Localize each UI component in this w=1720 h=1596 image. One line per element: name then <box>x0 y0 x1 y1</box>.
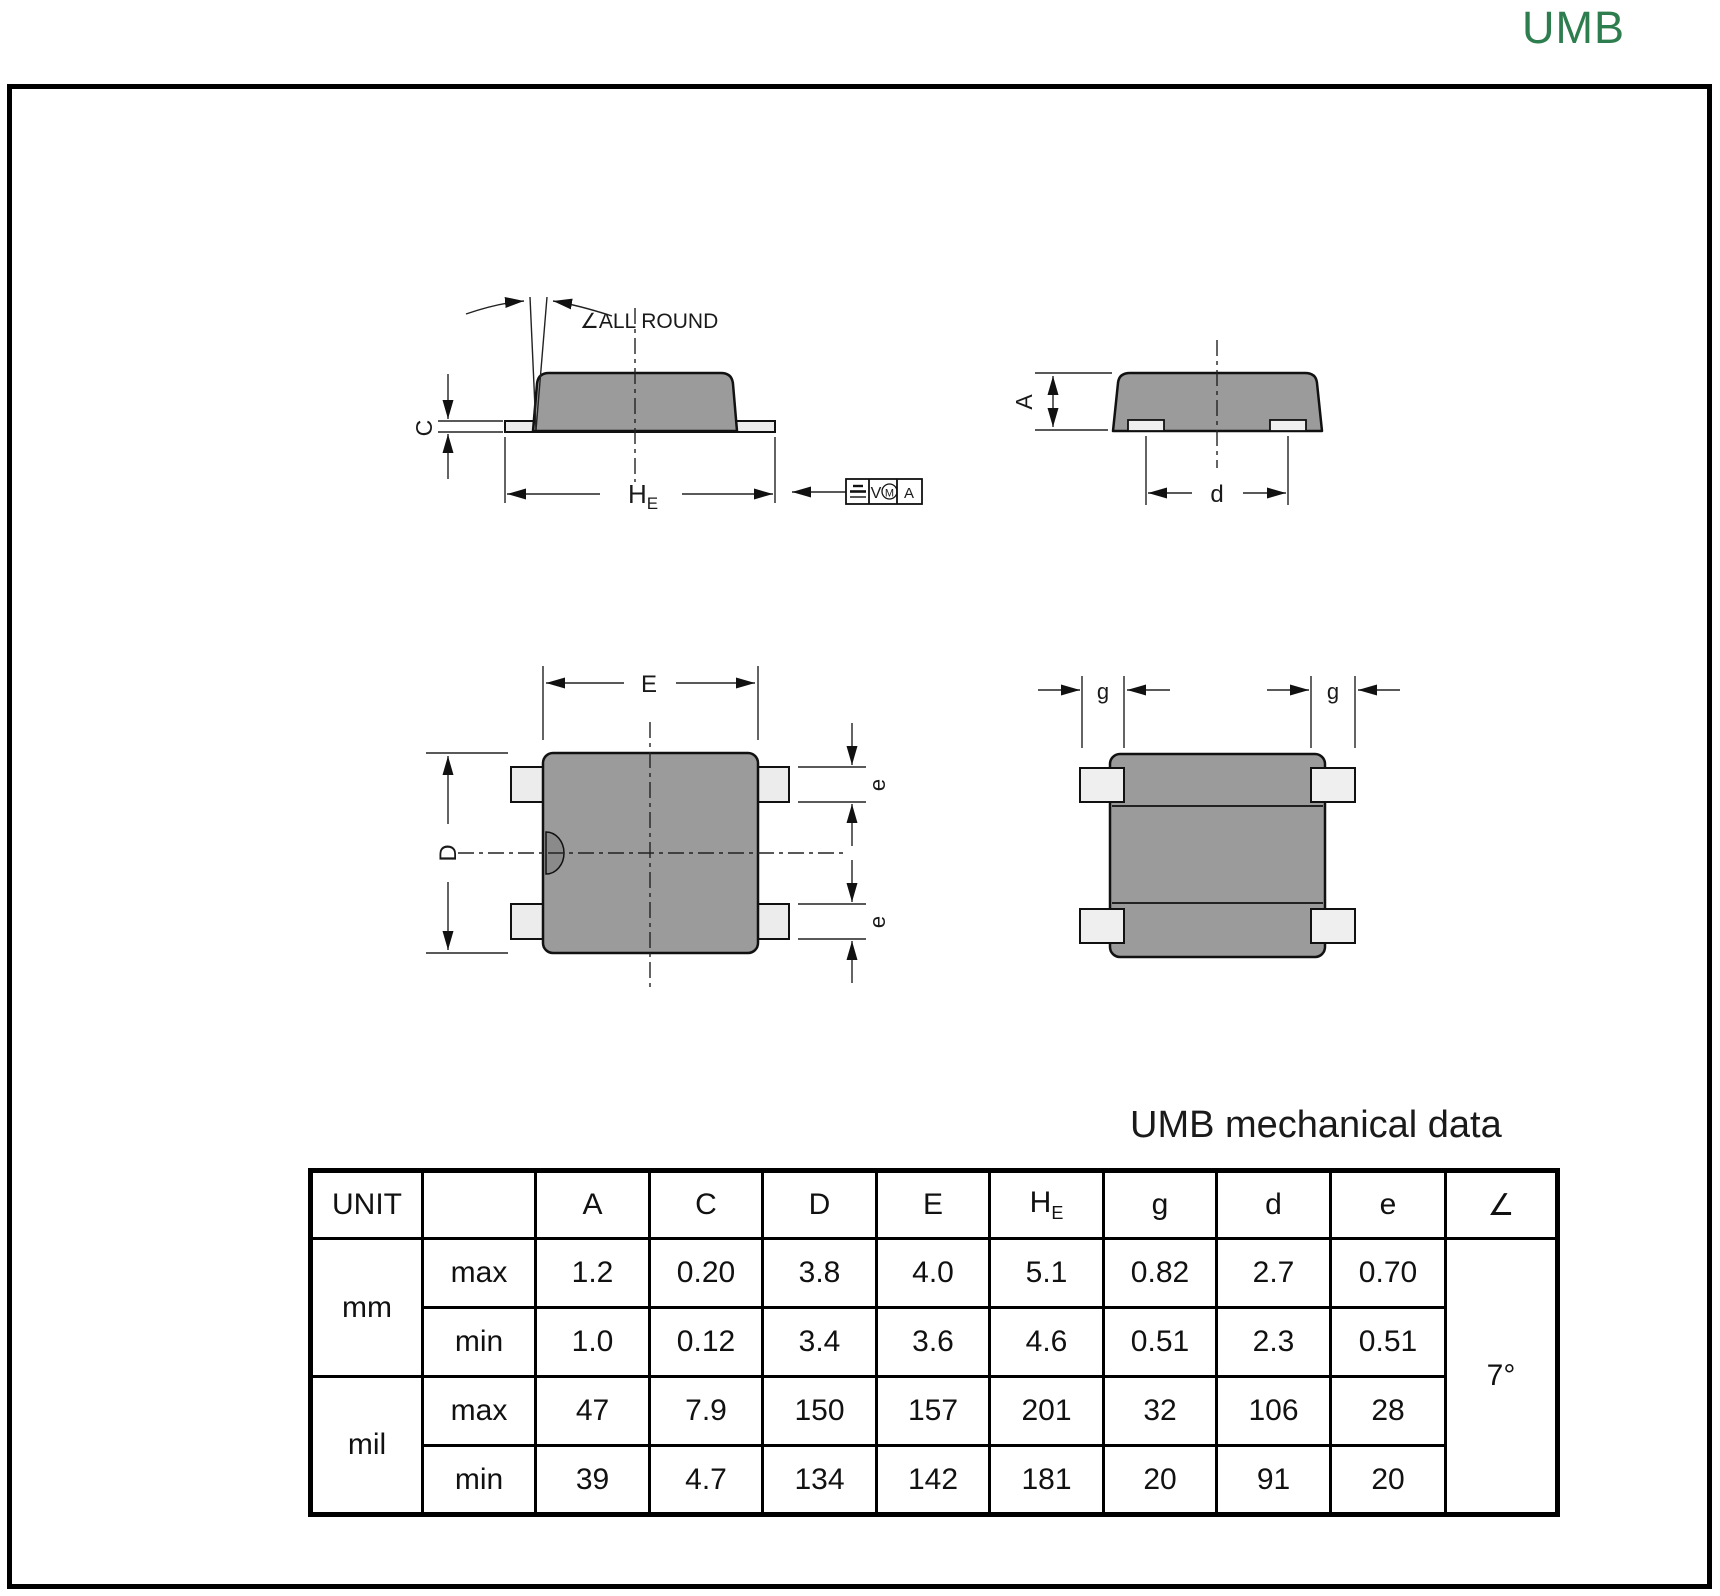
table-row <box>311 1446 1558 1515</box>
header-angle: ∠ <box>1446 1171 1558 1239</box>
header-blank <box>423 1171 536 1239</box>
terminal-pad <box>1311 768 1355 802</box>
cell-mm-max-d: 3.8 <box>763 1239 877 1308</box>
cell-mm-min-c: 0.12 <box>650 1308 763 1377</box>
cell-mil-max-el: 28 <box>1331 1377 1446 1446</box>
limit-max: max <box>423 1377 536 1446</box>
cell-mil-max-a: 47 <box>536 1377 650 1446</box>
cell-mil-min-d: 134 <box>763 1446 877 1515</box>
cell-mil-min-he: 181 <box>990 1446 1104 1515</box>
terminal-pad <box>1128 420 1164 431</box>
dim-e-width-label: E <box>640 671 658 698</box>
terminal-pad <box>1080 768 1124 802</box>
cell-mil-max-e: 157 <box>877 1377 990 1446</box>
cell-mil-max-g: 32 <box>1104 1377 1217 1446</box>
side-view-drawing <box>411 297 922 513</box>
dim-e-lead-bottom-label: e <box>865 915 890 929</box>
header-c: C <box>650 1171 763 1239</box>
terminal-pad <box>1270 420 1306 431</box>
cell-mm-max-dl: 2.7 <box>1217 1239 1331 1308</box>
cell-mil-min-c: 4.7 <box>650 1446 763 1515</box>
cell-mm-min-a: 1.0 <box>536 1308 650 1377</box>
table-row <box>311 1308 1558 1377</box>
dim-a-label: A <box>1011 394 1037 410</box>
terminal-pad <box>1080 909 1124 943</box>
cell-mm-min-d: 3.4 <box>763 1308 877 1377</box>
header-d-lead: d <box>1217 1171 1331 1239</box>
header-d-body: D <box>763 1171 877 1239</box>
end-view-drawing <box>1011 340 1322 508</box>
lead <box>755 767 789 802</box>
angle-leader-left <box>466 301 524 314</box>
limit-min: min <box>423 1308 536 1377</box>
cell-mil-min-dl: 91 <box>1217 1446 1331 1515</box>
table-row <box>311 1239 1558 1308</box>
frame-modifier-m: M <box>884 487 895 500</box>
frame-datum-a: A <box>903 485 915 502</box>
header-unit: UNIT <box>311 1171 423 1239</box>
cell-mm-min-g: 0.51 <box>1104 1308 1217 1377</box>
cell-mil-min-a: 39 <box>536 1446 650 1515</box>
cell-mm-max-e: 4.0 <box>877 1239 990 1308</box>
dim-g-left-label: g <box>1096 679 1110 704</box>
package-body <box>1110 754 1325 957</box>
header-e-lead: e <box>1331 1171 1446 1239</box>
cell-mm-min-e: 3.6 <box>877 1308 990 1377</box>
cell-mm-max-a: 1.2 <box>536 1239 650 1308</box>
lead <box>755 904 789 939</box>
cell-mm-min-dl: 2.3 <box>1217 1308 1331 1377</box>
unit-mil: mil <box>311 1377 423 1515</box>
terminal-pad <box>1311 909 1355 943</box>
top-view-drawing <box>426 666 890 988</box>
limit-max: max <box>423 1239 536 1308</box>
header-he: $H_E$ <box>990 1171 1104 1239</box>
cell-mm-max-el: 0.70 <box>1331 1239 1446 1308</box>
cell-mm-max-he: 5.1 <box>990 1239 1104 1308</box>
feature-control-frame <box>846 479 922 504</box>
cell-mil-max-dl: 106 <box>1217 1377 1331 1446</box>
cell-mil-min-g: 20 <box>1104 1446 1217 1515</box>
header-e-body: E <box>877 1171 990 1239</box>
angle-note-label: ∠ALL ROUND <box>580 310 719 333</box>
dim-he-label: $H_E$ <box>628 479 659 513</box>
cell-mm-max-c: 0.20 <box>650 1239 763 1308</box>
cell-mil-min-e: 142 <box>877 1446 990 1515</box>
header-g: g <box>1104 1171 1217 1239</box>
page-code: UMB <box>1522 2 1625 53</box>
angle-value: 7° <box>1446 1239 1558 1515</box>
cell-mil-max-d: 150 <box>763 1377 877 1446</box>
dim-d-label: d <box>1210 481 1224 508</box>
table-title: UMB mechanical data <box>1130 1104 1502 1146</box>
limit-min: min <box>423 1446 536 1515</box>
lead <box>511 767 545 802</box>
dim-c-label: C <box>411 419 437 437</box>
dim-d-height-label: D <box>435 844 462 862</box>
header-a: A <box>536 1171 650 1239</box>
bottom-view-drawing <box>1038 676 1400 957</box>
dim-g-right-label: g <box>1326 679 1340 704</box>
cell-mm-min-he: 4.6 <box>990 1308 1104 1377</box>
cell-mm-min-el: 0.51 <box>1331 1308 1446 1377</box>
table-row <box>311 1377 1558 1446</box>
cell-mil-min-el: 20 <box>1331 1446 1446 1515</box>
cell-mil-max-c: 7.9 <box>650 1377 763 1446</box>
frame-datum-v: V <box>870 485 882 502</box>
lead <box>511 904 545 939</box>
unit-mm: mm <box>311 1239 423 1377</box>
dim-e-lead-top-label: e <box>865 778 890 792</box>
mechanical-data-table <box>308 1168 1560 1517</box>
cell-mm-max-g: 0.82 <box>1104 1239 1217 1308</box>
cell-mil-max-he: 201 <box>990 1377 1104 1446</box>
